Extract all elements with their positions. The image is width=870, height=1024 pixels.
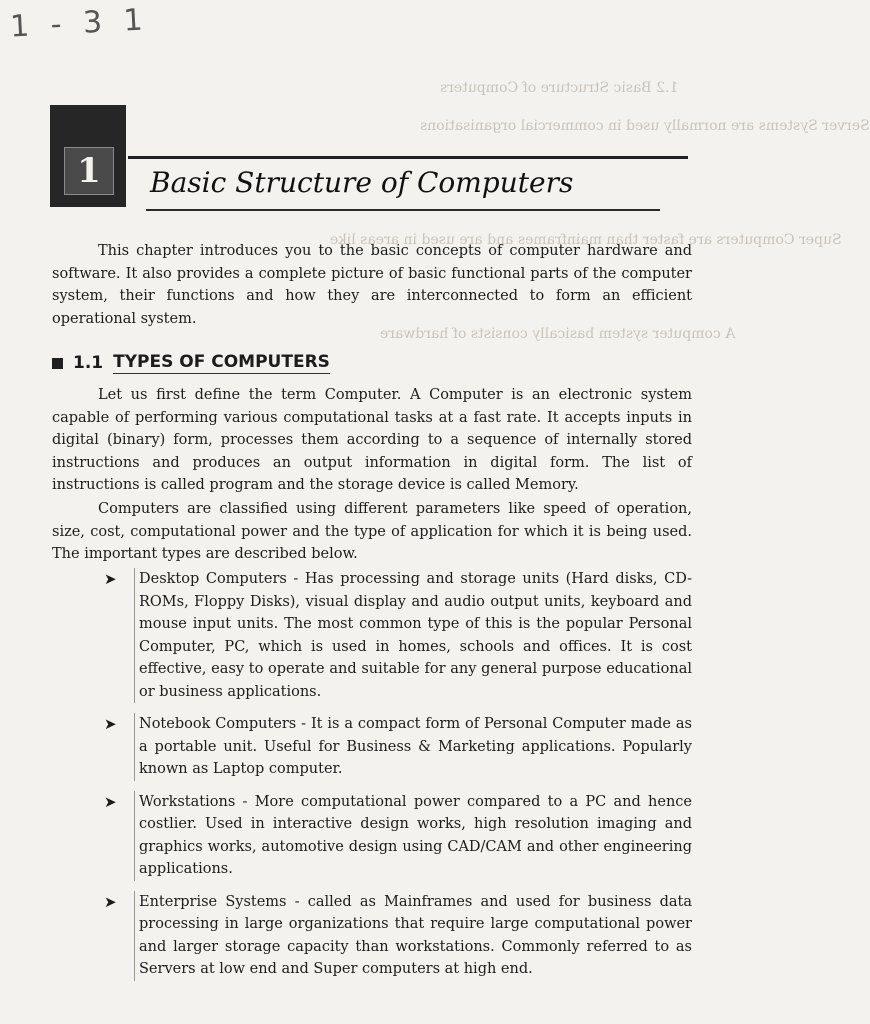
chapter-number: 1 [64, 147, 114, 195]
list-item-text: Workstations - More computational power compared to a PC and hence costlier. Used in interactive design works, high resolution imaging and graphics works, automotive design using CAD/CAM and other engineering applications. [134, 791, 692, 881]
handwritten-note: 1 - 3 1 [9, 2, 150, 45]
bleed-through-text: A computer system basically consists of hardware [380, 326, 736, 342]
intro-paragraph: This chapter introduces you to the basic concepts of computer hardware and software. It also provides a complete picture of basic functional parts of the computer system, their functions and how they are interconnected to form an efficient operational system. [52, 243, 692, 327]
title-rule [128, 156, 688, 159]
arrow-bullet-icon: ➤ [104, 715, 117, 733]
classification-paragraph: Computers are classified using different parameters like speed of operation, size, cost, computational power and the type of application for which it is being used. The important types are described below. [52, 501, 692, 562]
list-item-text: Notebook Computers - It is a compact form of Personal Computer made as a portable unit. Useful for Business & Marketing applications. Popularly known as Laptop computer. [134, 713, 692, 781]
section-bullet-square [52, 358, 63, 369]
section-heading [52, 352, 330, 374]
bleed-through-text: Server Systems are normally used in commercial organisations [420, 118, 870, 134]
list-item-enterprise [104, 891, 692, 981]
definition-paragraph: Let us first define the term Computer. A Computer is an electronic system capable of performing various computational tasks at a fast rate. It accepts inputs in digital (binary) form, processes them according to a sequence of internally stored instructions and produces an output information in digital form. The list of instructions is called program and the storage device is called Memory. [52, 387, 692, 493]
bleed-through-text: Super Computers are faster than mainframes and are used in areas like [330, 232, 842, 248]
arrow-bullet-icon: ➤ [104, 792, 117, 811]
list-item-workstations [104, 791, 692, 881]
list-item-text: Enterprise Systems - called as Mainframes and used for business data processing in large organizations that require large computational power and larger storage capacity than workstations. Commonly referred to as Servers at low end and Super computers at high end. [134, 891, 692, 981]
chapter-badge [50, 105, 126, 207]
arrow-bullet-icon: ➤ [104, 892, 117, 911]
title-underline [146, 209, 660, 211]
section-number: 1.1 [73, 353, 104, 373]
chapter-title: Basic Structure of Computers [150, 166, 574, 199]
list-item-notebook [104, 713, 692, 781]
bleed-through-text: 1.2 Basic Structure of Computers [440, 80, 679, 96]
section-title: TYPES OF COMPUTERS [113, 352, 330, 372]
list-item-desktop [104, 568, 692, 703]
arrow-bullet-icon: ➤ [104, 570, 117, 588]
computer-types-list [104, 568, 692, 991]
list-item-text: Desktop Computers - Has processing and storage units (Hard disks, CD-ROMs, Floppy Disks), visual display and audio output units, keyboard and mouse input units. The most common type of this is the popular Personal Computer, PC, which is used in homes, schools and offices. It is cost effective, easy to operate and suitable for any general purpose educational or business applications. [134, 568, 692, 703]
